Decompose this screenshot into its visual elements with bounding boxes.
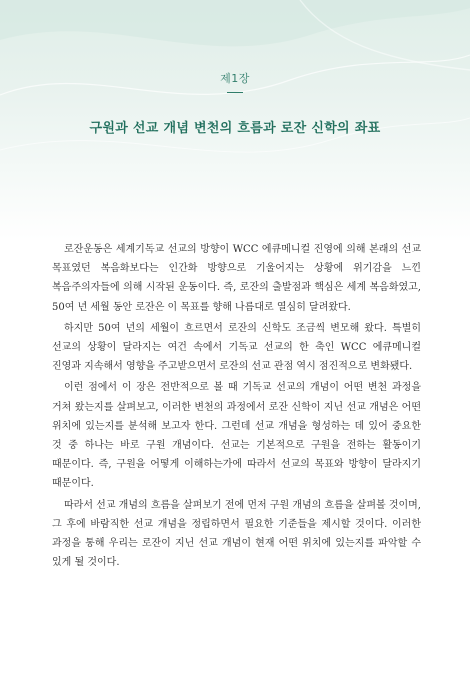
paragraph-4: 따라서 선교 개념의 흐름을 살펴보기 전에 먼저 구원 개념의 흐름을 살펴볼 것이며, 그 후에 바람직한 선교 개념을 정립하면서 필요한 기준들을 제시할 것이다. 이러한 과정을 통해 우리는 로잔이 지닌 선교 개념이 현재 어떤 위치에 있는지를 파악할 수 있게 될 것이다. [52, 499, 421, 569]
chapter-title: 구원과 선교 개념 변천의 흐름과 로잔 신학의 좌표 [89, 121, 381, 136]
chapter-label: 제1장 [220, 72, 250, 85]
body-text [52, 240, 421, 574]
paragraph-3: 이런 점에서 이 장은 전반적으로 볼 때 기독교 선교의 개념이 어떤 변천 과정을 거쳐 왔는지를 살펴보고, 이러한 변천의 과정에서 로잔 신학이 지닌 선교 개념은 어떤 위치에 있는지를 분석해 보고자 한다. 그런데 선교 개념을 형성하는 데 있어 중요한 것 중 하나는 바로 구원 개념이다. 선교는 기본적으로 구원을 전하는 활동이기 때문이다. 즉, 구원을 어떻게 이해하는가에 따라서 선교의 목표와 방향이 달라지기 때문이다. [52, 382, 421, 490]
paragraph-1: 로잔운동은 세계기독교 선교의 방향이 WCC 에큐메니컬 진영에 의해 본래의 선교 목표였던 복음화보다는 인간화 방향으로 기울어지는 상황에 위기감을 느낀 복음주의자들에 의해 시작된 운동이다. 즉, 로잔의 출발점과 핵심은 세계 복음화였고, 50여 년 세월 동안 로잔은 이 목표를 향해 나름대로 열심히 달려왔다. [52, 244, 421, 313]
paragraph-2: 하지만 50여 년의 세월이 흐르면서 로잔의 신학도 조금씩 변모해 왔다. 특별히 선교의 상황이 달라지는 여건 속에서 기독교 선교의 한 축인 WCC 에큐메니컬 진영과 지속해서 영향을 주고받으면서 로잔의 선교 관점 역시 점진적으로 변화됐다. [52, 322, 421, 373]
chapter-divider [227, 92, 243, 93]
